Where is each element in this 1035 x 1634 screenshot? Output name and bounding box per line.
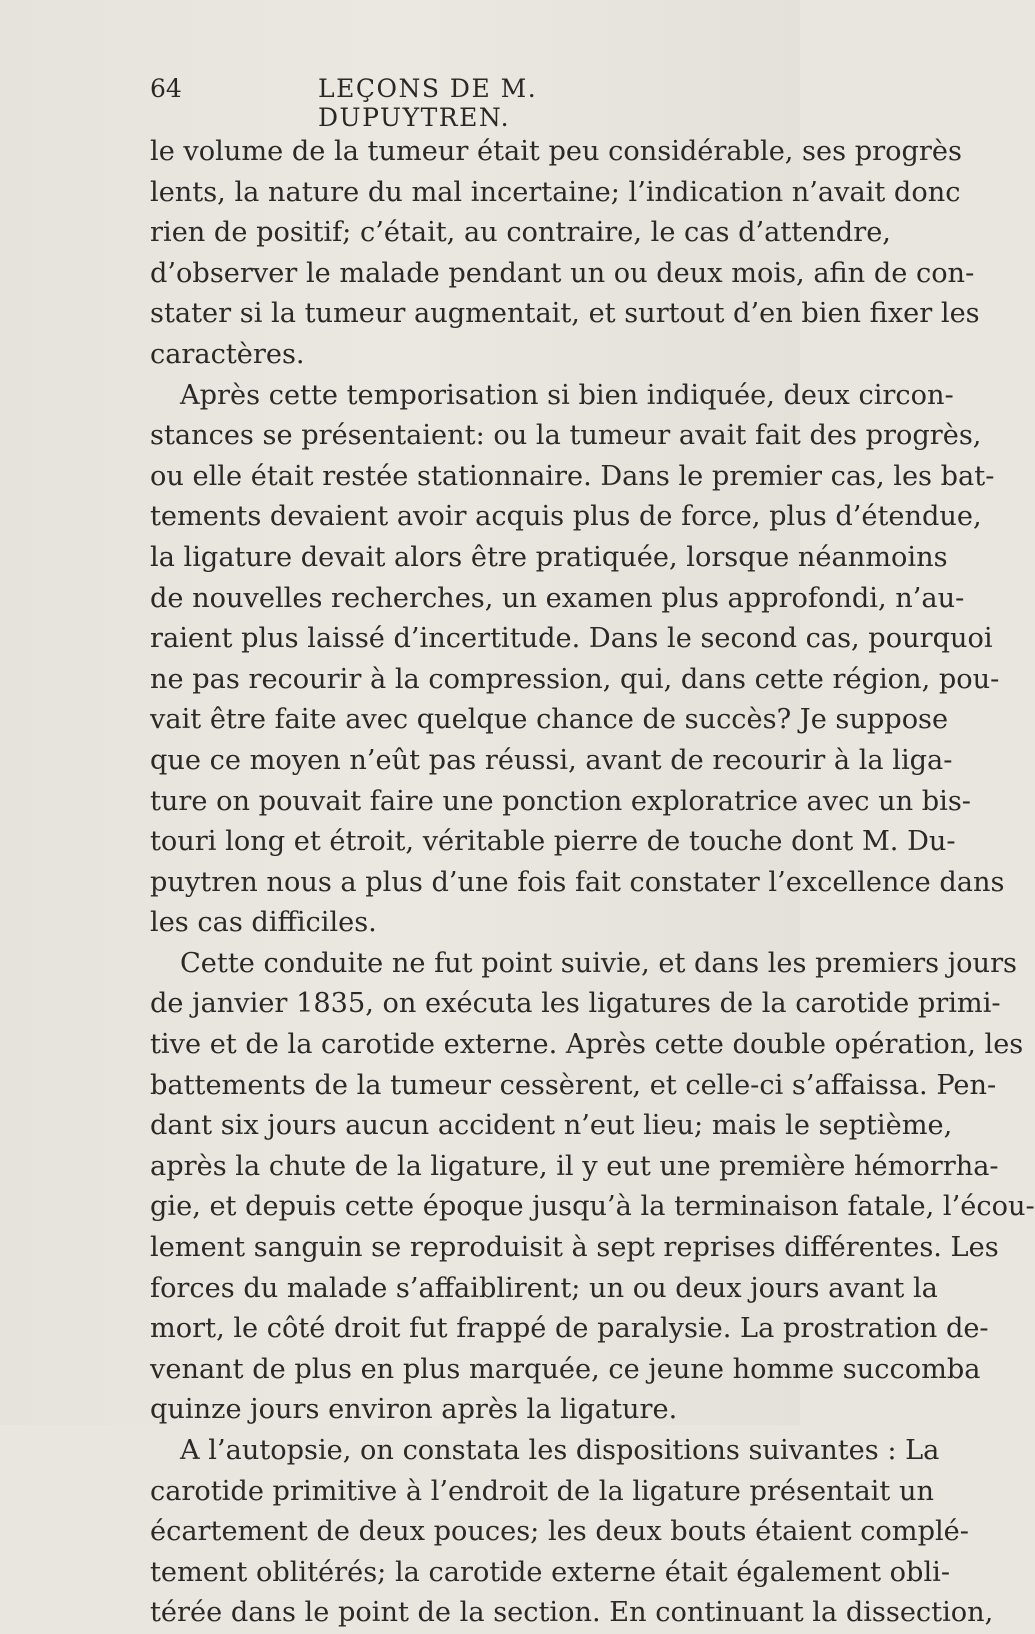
text-line: d’observer le malade pendant un ou deux mois, afin de con- xyxy=(150,257,975,289)
text-line: gie, et depuis cette époque jusqu’à la terminaison fatale, l’écou- xyxy=(150,1191,1035,1223)
text-line: puytren nous a plus d’une fois fait constater l’excellence dans xyxy=(150,866,1005,898)
text-line: rien de positif; c’était, au contraire, le cas d’attendre, xyxy=(150,217,891,249)
text-line: carotide primitive à l’endroit de la ligature présentait un xyxy=(150,1475,934,1507)
text-line: la ligature devait alors être pratiquée, lorsque néanmoins xyxy=(150,541,948,573)
text-line: térée dans le point de la section. En continuant la dissection, xyxy=(150,1597,994,1629)
body-text xyxy=(150,132,1035,1634)
text-line: ne pas recourir à la compression, qui, dans cette région, pou- xyxy=(150,663,1000,695)
text-line: battements de la tumeur cessèrent, et celle-ci s’affaissa. Pen- xyxy=(150,1069,997,1101)
text-line: caractères. xyxy=(150,338,305,370)
text-line: de janvier 1835, on exécuta les ligatures de la carotide primi- xyxy=(150,988,1001,1020)
text-line: les cas difficiles. xyxy=(150,907,377,939)
text-line: Après cette temporisation si bien indiquée, deux circon- xyxy=(180,379,954,411)
text-line: raient plus laissé d’incertitude. Dans le second cas, pourquoi xyxy=(150,623,993,655)
running-header xyxy=(150,70,710,132)
text-line: après la chute de la ligature, il y eut une première hémorrha- xyxy=(150,1150,999,1182)
text-line: ture on pouvait faire une ponction exploratrice avec un bis- xyxy=(150,785,971,817)
text-line: lents, la nature du mal incertaine; l’indication n’avait donc xyxy=(150,176,961,208)
text-line: touri long et étroit, véritable pierre de touche dont M. Du- xyxy=(150,826,956,858)
text-line: forces du malade s’affaiblirent; un ou deux jours avant la xyxy=(150,1272,938,1304)
text-line: ou elle était restée stationnaire. Dans le premier cas, les bat- xyxy=(150,460,995,492)
text-line: tive et de la carotide externe. Après cette double opération, les xyxy=(150,1029,1024,1061)
text-line: A l’autopsie, on constata les dispositions suivantes : La xyxy=(180,1435,940,1466)
text-line: Cette conduite ne fut point suivie, et dans les premiers jours xyxy=(180,947,1018,979)
text-line: mort, le côté droit fut frappé de paralysie. La prostration de- xyxy=(150,1313,989,1345)
text-line: de nouvelles recherches, un examen plus approfondi, n’au- xyxy=(150,582,965,614)
text-line: tement oblitérés; la carotide externe était également obli- xyxy=(150,1556,951,1588)
text-line: le volume de la tumeur était peu considérable, ses progrès xyxy=(150,136,962,167)
text-line: lement sanguin se reproduisit à sept reprises différentes. Les xyxy=(150,1232,999,1264)
running-title: LEÇONS DE M. DUPUYTREN. xyxy=(318,74,538,132)
text-line: quinze jours environ après la ligature. xyxy=(150,1394,678,1426)
text-line: venant de plus en plus marquée, ce jeune homme succomba xyxy=(150,1353,981,1385)
text-line: dant six jours aucun accident n’eut lieu; mais le septième, xyxy=(150,1110,953,1142)
text-line: que ce moyen n’eût pas réussi, avant de recourir à la liga- xyxy=(150,744,953,776)
text-line: stater si la tumeur augmentait, et surtout d’en bien fixer les xyxy=(150,298,980,330)
text-line: stances se présentaient: ou la tumeur avait fait des progrès, xyxy=(150,420,982,452)
text-line: vait être faite avec quelque chance de succès? Je suppose xyxy=(150,704,949,736)
text-line: tements devaient avoir acquis plus de force, plus d’étendue, xyxy=(150,501,982,533)
text-line: écartement de deux pouces; les deux bouts étaient complé- xyxy=(150,1516,969,1548)
page-number: 64 xyxy=(150,74,182,103)
